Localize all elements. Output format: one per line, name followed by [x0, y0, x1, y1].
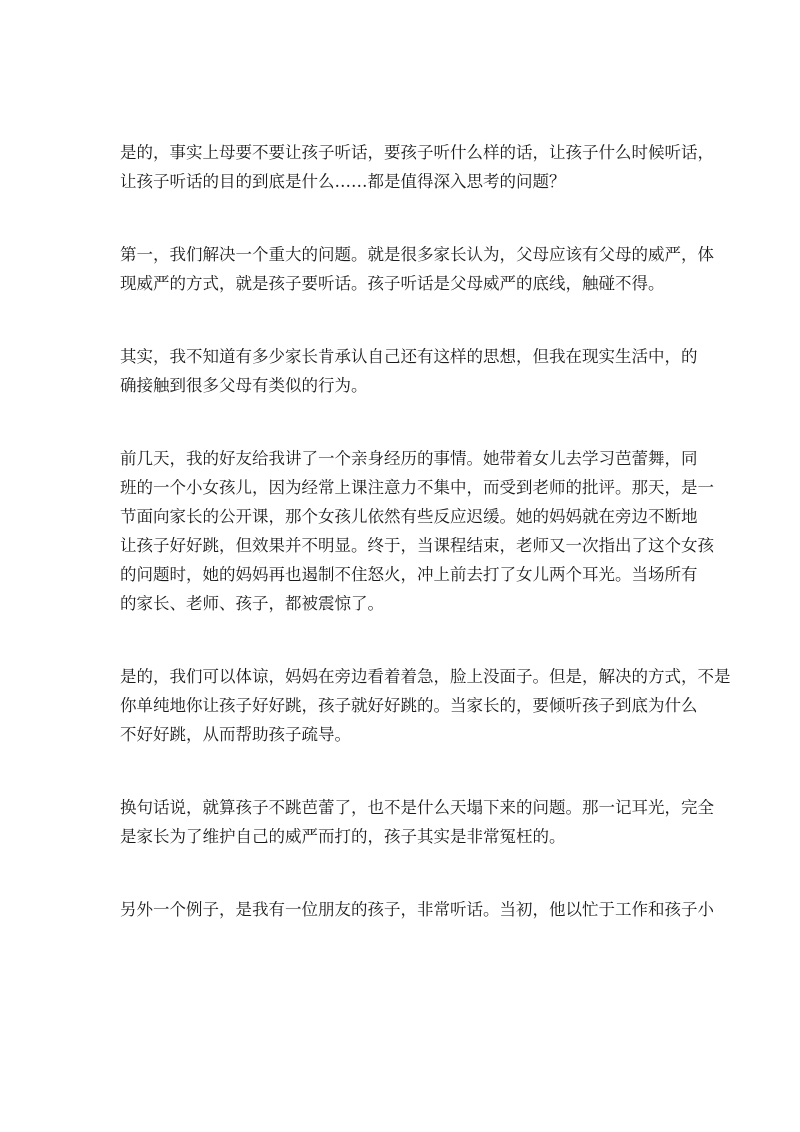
text-line: 是家长为了维护自己的威严而打的，孩子其实是非常冤枉的。 [120, 827, 566, 846]
text-line: 另外一个例子，是我有一位朋友的孩子，非常听话。当初，他以忙于工作和孩子小 [120, 900, 714, 919]
text-line: 换句话说，就算孩子不跳芭蕾了，也不是什么天塌下来的问题。那一记耳光，完全 [120, 798, 714, 817]
text-line: 的问题时，她的妈妈再也遏制不住怒火，冲上前去打了女儿两个耳光。当场所有 [120, 565, 698, 584]
text-line: 确接触到很多父母有类似的行为。 [120, 376, 368, 395]
paragraph-5 [120, 662, 731, 749]
paragraph-1 [120, 138, 714, 196]
text-line: 是的，事实上母要不要让孩子听话，要孩子听什么样的话，让孩子什么时候听话， [120, 143, 714, 162]
text-line: 前几天，我的好友给我讲了一个亲身经历的事情。她带着女儿去学习芭蕾舞，同 [120, 449, 698, 468]
text-line: 让孩子好好跳，但效果并不明显。终于，当课程结束，老师又一次指出了这个女孩 [120, 536, 714, 555]
text-line: 是的，我们可以体谅，妈妈在旁边看着着急，脸上没面子。但是，解决的方式，不是 [120, 667, 731, 686]
text-line: 你单纯地你让孩子好好跳，孩子就好好跳的。当家长的，要倾听孩子到底为什么 [120, 696, 698, 715]
document-body [120, 138, 731, 968]
text-line: 不好好跳，从而帮助孩子疏导。 [120, 725, 351, 744]
text-line: 节面向家长的公开课，那个女孩儿依然有些反应迟缓。她的妈妈就在旁边不断地 [120, 507, 698, 526]
paragraph-7 [120, 895, 714, 924]
paragraph-2 [120, 240, 714, 298]
text-line: 班的一个小女孩儿，因为经常上课注意力不集中，而受到老师的批评。那天，是一 [120, 478, 714, 497]
text-line: 的家长、老师、孩子，都被震惊了。 [120, 594, 384, 613]
paragraph-6 [120, 793, 714, 851]
text-line: 其实，我不知道有多少家长肯承认自己还有这样的思想，但我在现实生活中，的 [120, 347, 698, 366]
text-line: 现威严的方式，就是孩子要听话。孩子听话是父母威严的底线，触碰不得。 [120, 274, 665, 293]
paragraph-3 [120, 342, 698, 400]
paragraph-4 [120, 444, 714, 618]
text-line: 让孩子听话的目的到底是什么……都是值得深入思考的问题？ [120, 172, 566, 191]
text-line: 第一，我们解决一个重大的问题。就是很多家长认为，父母应该有父母的威严，体 [120, 245, 714, 264]
